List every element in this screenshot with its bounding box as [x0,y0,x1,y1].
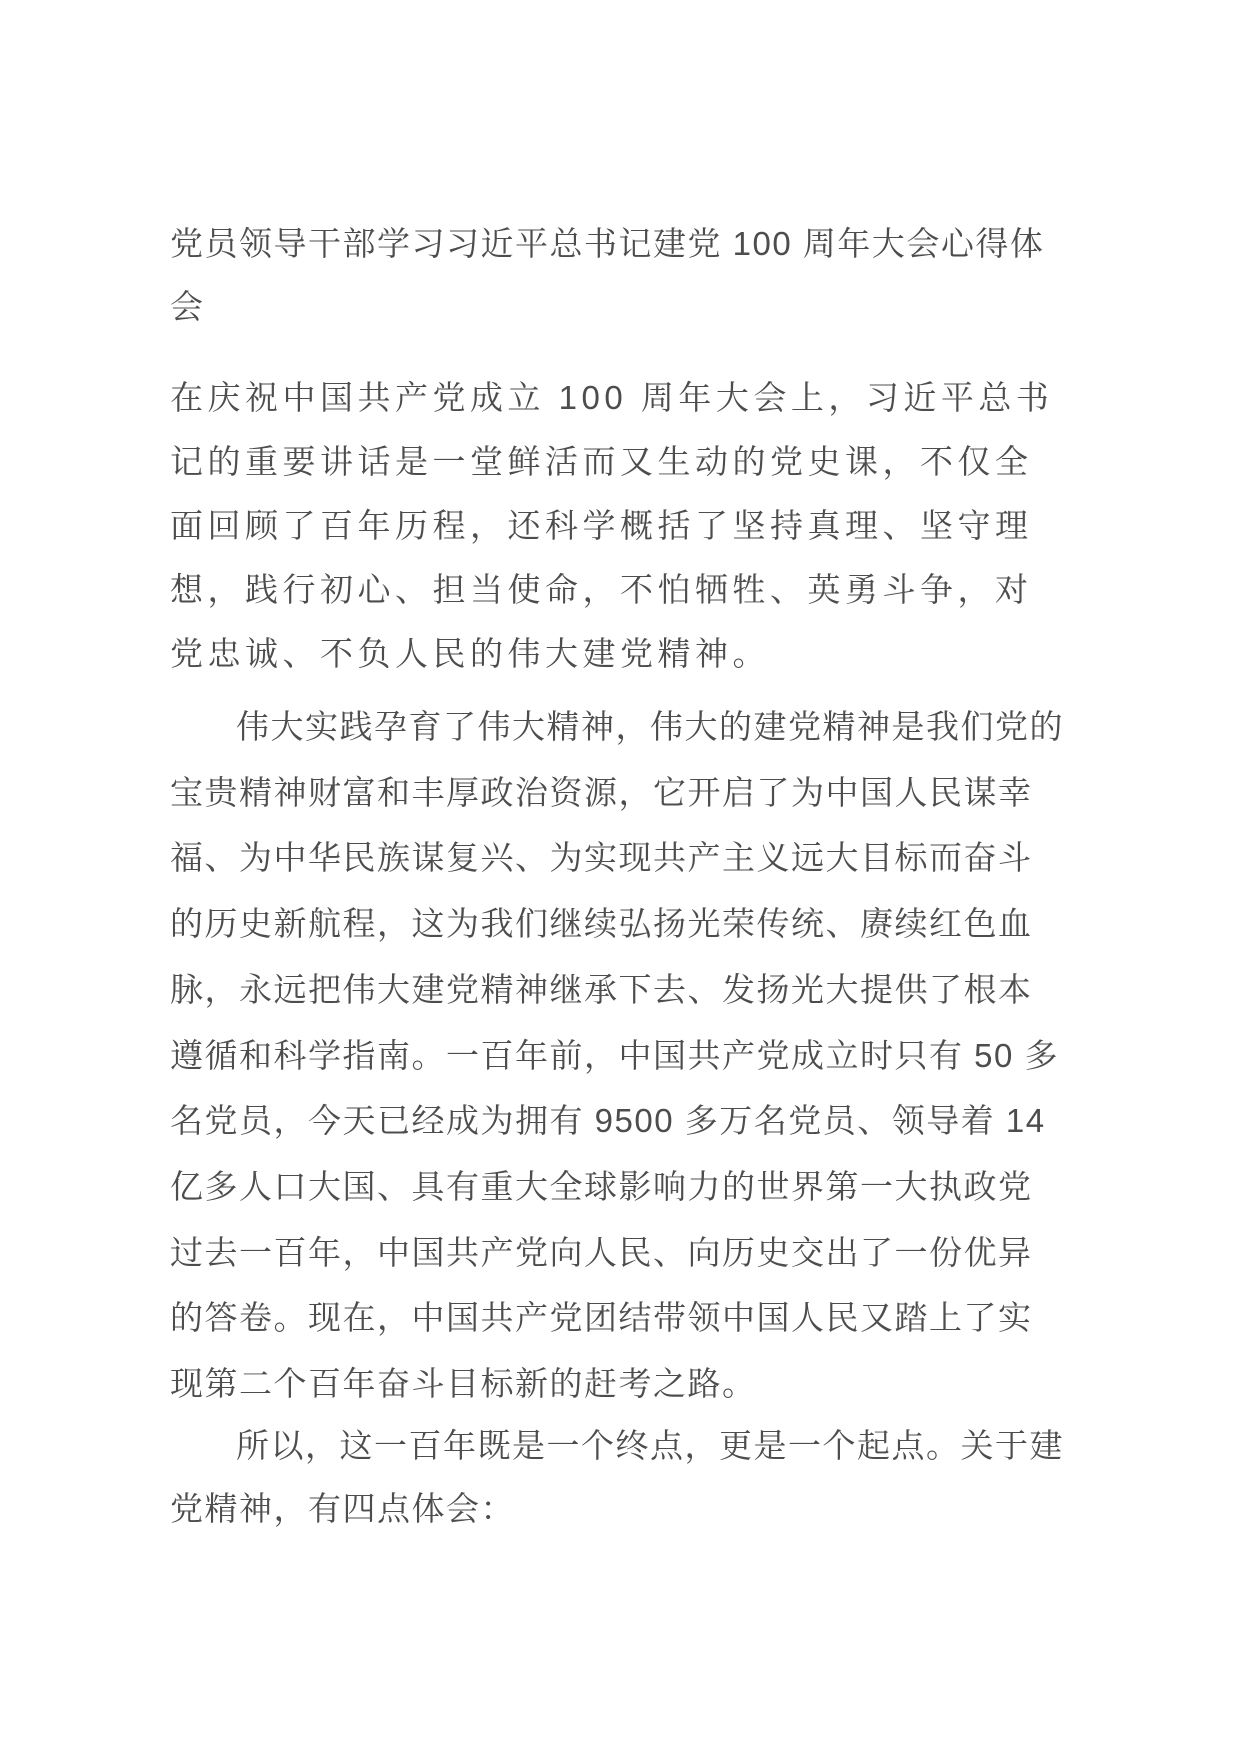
text-line: 福、为中华民族谋复兴、为实现共产主义远大目标而奋斗 [170,839,1033,877]
text-line: 的历史新航程，这为我们继续弘扬光荣传统、赓续红色血 [170,905,1033,943]
text-line: 党精神，有四点体会： [170,1490,515,1527]
text-line: 遵循和科学指南。一百年前，中国共产党成立时只有 50 多 [170,1036,1060,1074]
text-line: 在庆祝中国共产党成立 100 周年大会上，习近平总书 [170,379,1054,416]
paragraph [170,694,1170,1417]
text-line: 的答卷。现在，中国共产党团结带领中国人民又踏上了实 [170,1299,1033,1337]
text-line: 脉，永远把伟大建党精神继承下去、发扬光大提供了根本 [170,970,1033,1008]
text-line: 伟大实践孕育了伟大精神，伟大的建党精神是我们党的 [236,708,1064,745]
text-line: 宝贵精神财富和丰厚政治资源，它开启了为中国人民谋幸 [170,773,1033,811]
text-line: 亿多人口大国、具有重大全球影响力的世界第一大执政党 [170,1167,1033,1205]
text-line: 面回顾了百年历程，还科学概括了坚持真理、坚守理 [170,507,1033,544]
title-line: 会 [170,288,205,325]
text-line: 现第二个百年奋斗目标新的赶考之路。 [170,1365,757,1403]
text-line: 想，践行初心、担当使命，不怕牺牲、英勇斗争，对 [170,571,1033,608]
title-line: 党员领导干部学习习近平总书记建党 100 周年大会心得体 [170,225,1045,262]
text-line: 所以，这一百年既是一个终点，更是一个起点。关于建 [236,1427,1064,1464]
text-line: 名党员，今天已经成为拥有 9500 多万名党员、领导着 14 [170,1102,1046,1140]
paragraph [170,366,1170,686]
text-line: 过去一百年，中国共产党向人民、向历史交出了一份优异 [170,1233,1033,1271]
paragraph [170,1414,1170,1540]
text-line: 党忠诚、不负人民的伟大建党精神。 [170,635,770,672]
text-line: 记的重要讲话是一堂鲜活而又生动的党史课，不仅全 [170,443,1033,480]
